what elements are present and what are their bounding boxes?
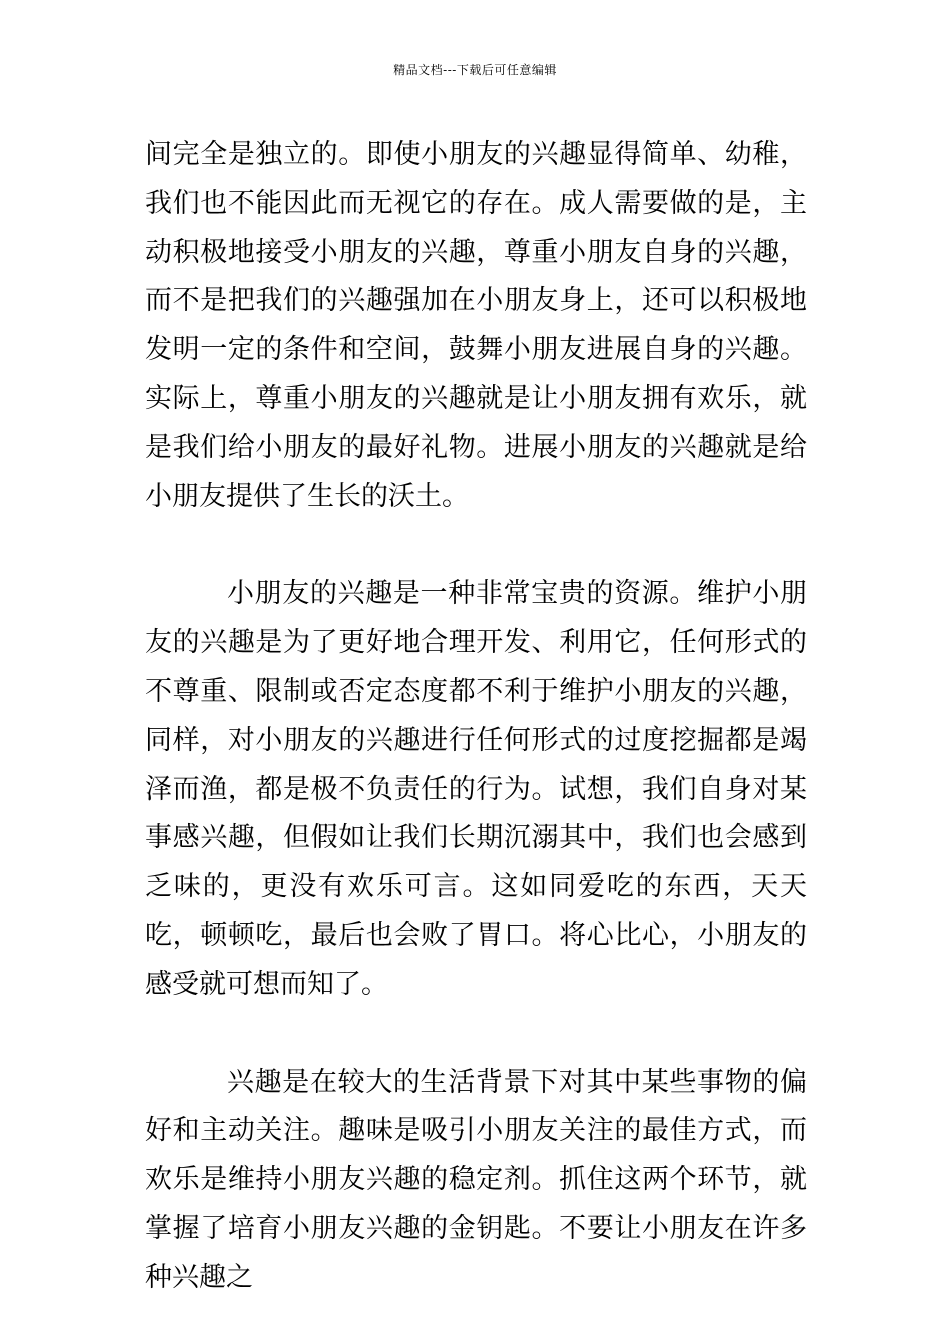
paragraph-interest-definition: 兴趣是在较大的生活背景下对其中某些事物的偏好和主动关注。趣味是吸引小朋友关注的最佳方式，而欢乐是维持小朋友兴趣的稳定剂。抓住这两个环节，就掌握了培育小朋友兴趣的金钥匙。不要让小朋友在许多种兴趣之: [145, 1066, 807, 1293]
document-body: [145, 131, 807, 1303]
paragraph-interest-resource: 小朋友的兴趣是一种非常宝贵的资源。维护小朋友的兴趣是为了更好地合理开发、利用它，任何形式的不尊重、限制或否定态度都不利于维护小朋友的兴趣，同样，对小朋友的兴趣进行任何形式的过度挖掘都是竭泽而渔，都是极不负责任的行为。试想，我们自身对某事感兴趣，但假如让我们长期沉溺其中，我们也会感到乏味的，更没有欢乐可言。这如同爱吃的东西，天天吃，顿顿吃，最后也会败了胃口。将心比心，小朋友的感受就可想而知了。: [145, 578, 807, 1000]
paragraph-continuation: 间完全是独立的。即使小朋友的兴趣显得简单、幼稚，我们也不能因此而无视它的存在。成人需要做的是，主动积极地接受小朋友的兴趣，尊重小朋友自身的兴趣，而不是把我们的兴趣强加在小朋友身上，还可以积极地发明一定的条件和空间，鼓舞小朋友进展自身的兴趣。实际上，尊重小朋友的兴趣就是让小朋友拥有欢乐，就是我们给小朋友的最好礼物。进展小朋友的兴趣就是给小朋友提供了生长的沃土。: [145, 139, 807, 512]
page-header: 精品文档---下载后可任意编辑: [393, 63, 557, 77]
